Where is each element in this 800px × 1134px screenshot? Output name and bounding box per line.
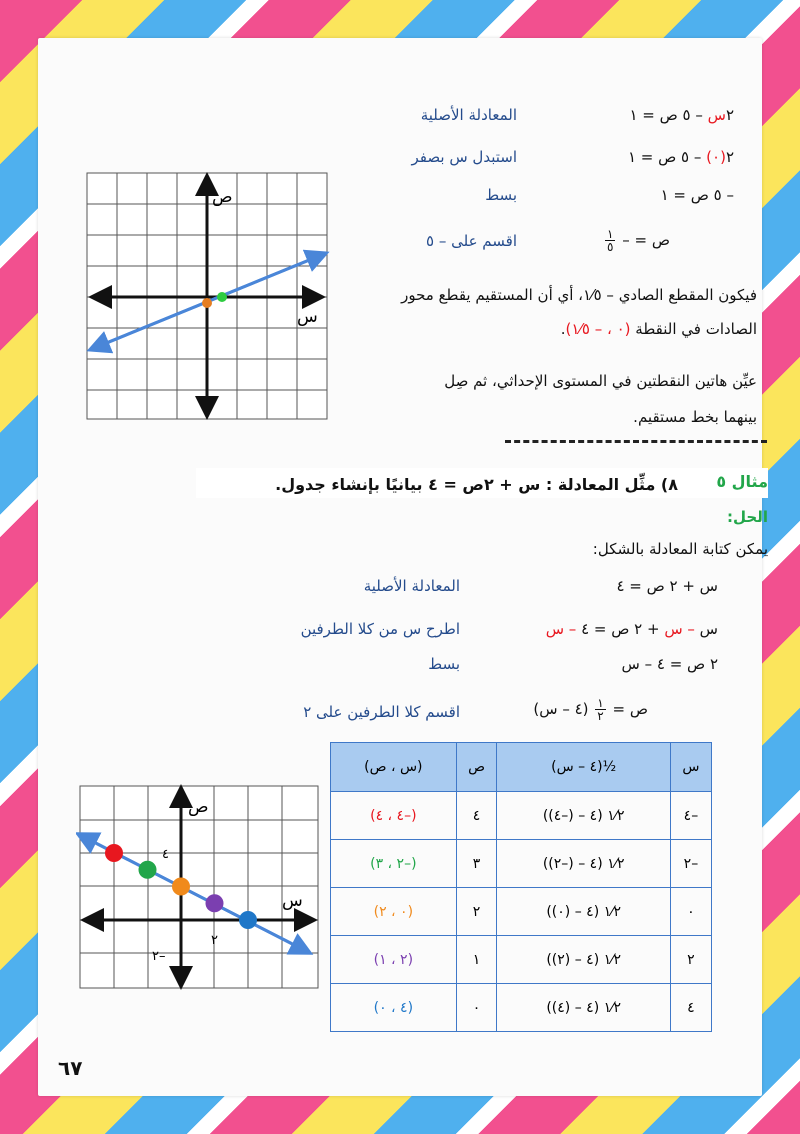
page-number: ٦٧: [58, 1056, 83, 1080]
y-intercept-point: [202, 298, 212, 308]
eq2-row1: س + ٢ ص = ٤: [616, 577, 718, 595]
eq1-row3: – ٥ ص = ١: [660, 186, 734, 204]
eq1-row1: ٢س – ٥ ص = ١: [629, 106, 734, 124]
graph-point-p1: [105, 844, 123, 862]
eq1-row3-desc: بسط: [485, 186, 517, 204]
eq1-row2: ٢(٠) – ٥ ص = ١: [627, 148, 734, 166]
intercept-line2: الصادات في النقطة (٠ ، – ١⁄٥).: [560, 320, 757, 338]
header-y: ص: [456, 743, 497, 792]
graph-1: [84, 170, 334, 424]
eq1-row4-desc: اقسم على – ٥: [426, 232, 517, 250]
tick-label-4: ٤: [162, 847, 169, 862]
graph-point-p3: [172, 878, 190, 896]
eq2-row3-desc: بسط: [428, 655, 460, 673]
graph-point-p4: [206, 894, 224, 912]
half-fraction: $\frac{١}{٢}$: [597, 696, 604, 723]
eq1-row1-desc: المعادلة الأصلية: [420, 106, 517, 124]
example-label: مثال ٥: [716, 472, 768, 491]
table-row: ٢ ١⁄٢ (٤ – (٢)) ١ (٢ ، ١): [331, 936, 712, 984]
tick-label-2: ٢: [211, 933, 218, 948]
y-axis-label: ص: [212, 187, 233, 207]
header-x: س: [670, 743, 711, 792]
solution-label: الحل:: [727, 508, 768, 526]
separator-line: [505, 440, 767, 443]
eq2-row3: ٢ ص = ٤ – س: [621, 655, 718, 673]
header-expression: ½(٤ – س): [497, 743, 670, 792]
eq2-row2-desc: اطرح س من كلا الطرفين: [300, 620, 460, 638]
eq2-row2: س – س + ٢ ص = ٤ – س: [545, 620, 718, 638]
plot-instruction-line1: عيِّن هاتين النقطتين في المستوى الإحداثي، ثم صِل: [444, 372, 757, 390]
tick-label-neg2: ٢–: [152, 949, 166, 964]
x-axis-label: س: [297, 307, 318, 327]
values-table: [330, 742, 712, 1032]
table-row: –٢ ١⁄٢ (٤ – (–٢)) ٣ (–٢ ، ٣): [331, 840, 712, 888]
eq1-row4: ص = – $\frac{١}{٥}$: [607, 227, 670, 254]
intercept-line1: فيكون المقطع الصادي – ١⁄٥، أي أن المستقيم يقطع محور: [401, 286, 757, 304]
eq2-row4: ص = $\frac{١}{٢}$ (٤ – س): [533, 696, 648, 723]
eq2-row4-desc: اقسم كلا الطرفين على ٢: [303, 703, 460, 721]
table-header-row: [331, 743, 712, 792]
table-row: ٤ ١⁄٢ (٤ – (٤)) ٠ (٤ ، ٠): [331, 984, 712, 1032]
graph-2: [76, 782, 322, 992]
eq1-row2-desc: استبدل س بصفر: [411, 148, 517, 166]
header-pair: (س ، ص): [331, 743, 457, 792]
graph-point-p5: [239, 911, 257, 929]
graph-point-p2: [139, 861, 157, 879]
fraction: $\frac{١}{٥}$: [607, 227, 614, 254]
solution-intro: يمكن كتابة المعادلة بالشكل:: [592, 540, 768, 558]
x-intercept-point: [217, 292, 227, 302]
y-axis-label-2: ص: [188, 797, 209, 817]
plot-instruction-line2: بينهما بخط مستقيم.: [633, 408, 757, 426]
example-prompt: ٨) مثِّل المعادلة : س + ٢ص = ٤ بيانيًا بإنشاء جدول.: [275, 475, 678, 494]
table-row: ٠ ١⁄٢ (٤ – (٠)) ٢ (٠ ، ٢): [331, 888, 712, 936]
eq2-row1-desc: المعادلة الأصلية: [363, 577, 460, 595]
table-row: –٤ ١⁄٢ (٤ – (–٤)) ٤ (–٤ ، ٤): [331, 792, 712, 840]
x-axis-label-2: س: [282, 891, 303, 911]
